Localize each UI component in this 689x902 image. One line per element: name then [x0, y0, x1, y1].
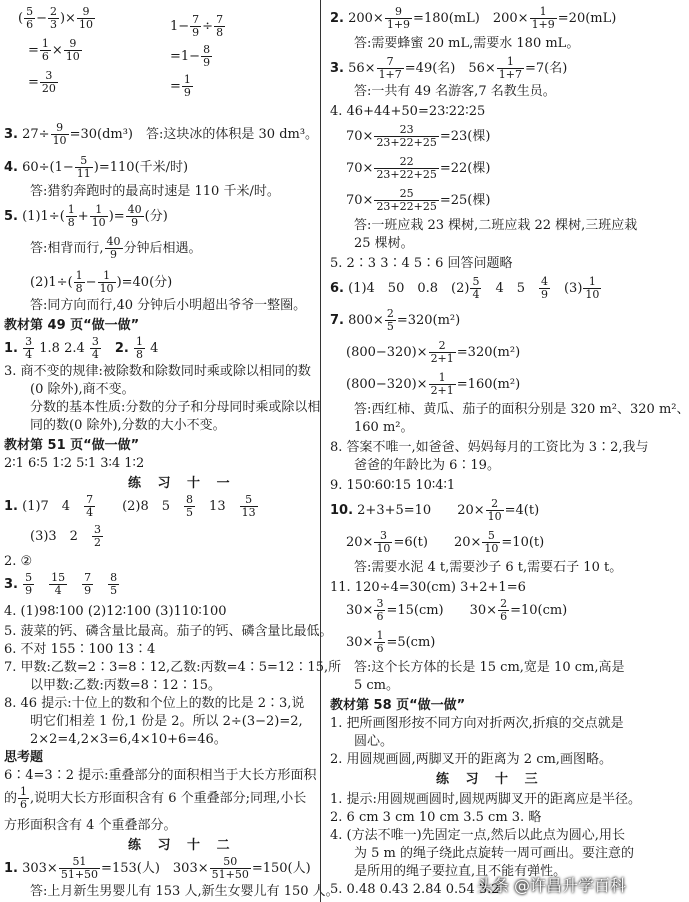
r7-line: 7. 800× $\frac{2}{5}$ =320(m²)	[330, 307, 461, 334]
e11-q8: 8. 46 提示:十位上的数和个位上的数的比是 2∶3,说	[4, 696, 305, 711]
e12-q1: 1. 303× $\frac{51}{51+50}$ =153(人) 303× $\frac{50}{51+50}$ =150(人)	[4, 855, 311, 882]
calc-line: =1− $\frac{8}{9}$	[170, 43, 211, 70]
right-column	[324, 0, 689, 902]
section-heading: 思考题	[4, 750, 44, 765]
text-line: 2. 6 cm 3 cm 10 cm 3.5 cm 3. 略	[330, 810, 542, 825]
answer-line: 160 m²。	[354, 420, 414, 435]
r7-line: (800−320)× $\frac{2}{2+1}$ =320(m²)	[346, 339, 521, 366]
r11-line: 30× $\frac{3}{6}$ =15(cm) 30× $\frac{2}{6}$ =10(cm)	[346, 597, 568, 624]
e11-q2: 2. ②	[4, 554, 33, 569]
exercise-heading: 练 习 十 三	[436, 772, 544, 787]
calc-line: ( $\frac{5}{6}$ − $\frac{2}{3}$ )× $\frac{9}{10}$	[18, 5, 93, 32]
text-line: 1. 提示:用圆规画圆时,圆规两脚叉开的距离应是半径。	[330, 792, 642, 807]
r10-line: 10. 2+3+5=10 20× $\frac{2}{10}$ =4(t)	[330, 497, 540, 524]
exercise-heading: 练 习 十 一	[128, 476, 236, 491]
q4-line: 4. 60÷(1− $\frac{5}{11}$ )=110(千米/时)	[4, 154, 189, 181]
r11-line: 11. 120÷4=30(cm) 3+2+1=6	[330, 580, 526, 595]
r5-line: 5. 2∶3 3∶4 5∶6 回答问题略	[330, 256, 513, 271]
text-line: 为 5 m 的绳子绕此点旋转一周可画出。要注意的	[354, 846, 634, 861]
calc-line: = $\frac{3}{20}$	[28, 69, 56, 96]
answer-line: 答:西红柿、黄瓜、茄子的面积分别是 320 m²、320 m²、	[354, 402, 689, 417]
answer-line: 5 cm。	[354, 678, 400, 693]
e11-q6: 6. 不对 155∶100 13∶4	[4, 642, 156, 657]
calc-line: 1− $\frac{7}{9}$ ÷ $\frac{7}{8}$	[170, 13, 224, 40]
r4-calc: 70× $\frac{25}{23+22+25}$ =25(棵)	[346, 187, 491, 214]
e11-q5: 5. 菠菜的钙、磷含量比最高。茄子的钙、磷含量比最低。	[4, 624, 333, 639]
text-line: 1. 把所画图形按不同方向对折两次,折痕的交点就是	[330, 716, 624, 731]
answer-line: 答:相背而行, $\frac{40}{9}$ 分钟后相遇。	[30, 235, 202, 262]
section-heading: 教材第 49 页“做一做”	[4, 318, 140, 333]
r10-line: 20× $\frac{3}{10}$ =6(t) 20× $\frac{5}{10}$ =10(t)	[346, 529, 545, 556]
e11-q8: 明它们相差 1 份,1 份是 2。所以 2÷(3−2)=2,	[30, 714, 303, 729]
section-heading: 教材第 58 页“做一做”	[330, 698, 466, 713]
text-line: 2. 用圆规画圆,两脚叉开的距离为 2 cm,画图略。	[330, 752, 612, 767]
r4-calc: 70× $\frac{22}{23+22+25}$ =22(棵)	[346, 155, 491, 182]
column-divider	[320, 0, 321, 902]
text-line: 4. (方法不唯一)先固定一点,然后以此点为圆心,用长	[330, 828, 625, 843]
text-line: 圆心。	[354, 734, 394, 749]
r8-line: 爸爸的年龄比为 6∶19。	[354, 458, 500, 473]
r7-line: (800−320)× $\frac{1}{2+1}$ =160(m²)	[346, 371, 521, 398]
answer-line: 答:这个长方体的长是 15 cm,宽是 10 cm,高是	[354, 660, 625, 675]
calc-line: = $\frac{1}{6}$ × $\frac{9}{10}$	[28, 37, 80, 64]
answer-line: 25 棵树。	[354, 236, 414, 251]
section-heading: 教材第 51 页“做一做”	[4, 438, 140, 453]
q3-line: 3. 27÷ $\frac{9}{10}$ =30(dm³) 答:这块冰的体积是 30 dm³。	[4, 121, 319, 148]
e11-q1: 1. (1)7 4 $\frac{7}{4}$ (2)8 5 $\frac{8}{5}$ 13 $\frac{5}{13}$	[4, 493, 256, 520]
r4-line: 4. 46+44+50=23∶22∶25	[330, 104, 486, 119]
r9-line: 9. 150∶60∶15 10∶4∶1	[330, 478, 456, 493]
text-line: 是所用的绳子要拉直,且不能有弹性。	[354, 864, 567, 879]
watermark: 头条 @许昌升学百科	[476, 876, 626, 895]
answer-line: 答:上月新生男婴儿有 153 人,新生女婴儿有 150 人。	[30, 884, 339, 899]
r6-line: 6. (1)4 50 0.8 (2) $\frac{5}{4}$ 4 5 $\frac{4}{9}$ (3) $\frac{1}{10}$	[330, 275, 600, 302]
r11-line: 30× $\frac{1}{6}$ =5(cm)	[346, 629, 436, 656]
think-line: 方形面积含有 4 个重叠部分。	[4, 818, 177, 833]
answer-line: 答:一共有 49 名游客,7 名教生员。	[354, 84, 556, 99]
answer-line: 答:一班应栽 23 棵树,二班应栽 22 棵树,三班应栽	[354, 218, 638, 233]
q5a-line: 5. (1)1÷( $\frac{1}{8}$ + $\frac{1}{10}$ )= $\frac{40}{9}$ (分)	[4, 203, 168, 230]
text-line: 3. 商不变的规律:被除数和除数同时乘或除以相同的数	[4, 364, 311, 379]
think-line: 6∶4=3∶2 提示:重叠部分的面积相当于大长方形面积	[4, 768, 317, 783]
answer-line: 答:同方向而行,40 分钟后小明超出爷爷一整圈。	[30, 298, 307, 313]
e11-q4: 4. (1)98∶100 (2)12∶100 (3)110∶100	[4, 604, 227, 619]
e11-q7: 7. 甲数:乙数=2∶3=8∶12,乙数:丙数=4∶5=12∶15,所	[4, 660, 342, 675]
e11-q1b: (3)3 2 $\frac{3}{2}$	[30, 523, 101, 550]
answer-line: 答:需要水泥 4 t,需要沙子 6 t,需要石子 10 t。	[354, 560, 623, 575]
e11-q7: 以甲数:乙数:丙数=8∶12∶15。	[30, 678, 222, 693]
r2-line: 2. 200× $\frac{9}{1+9}$ =180(mL) 200× $\frac{1}{1+9}$ =20(mL)	[330, 5, 617, 32]
r3-line: 3. 56× $\frac{7}{1+7}$ =49(名) 56× $\frac{1}{1+7}$ =7(名)	[330, 55, 568, 82]
left-column	[0, 0, 342, 902]
r8-line: 8. 答案不唯一,如爸爸、妈妈每月的工资比为 3∶2,我与	[330, 440, 649, 455]
exercise-heading: 练 习 十 二	[128, 838, 236, 853]
e11-q8: 2×2=4,2×3=6,4×10+6=46。	[30, 732, 227, 747]
e11-q3: 3. $\frac{5}{9}$ $\frac{15}{4}$ $\frac{7}{9}$ $\frac{8}{5}$	[4, 571, 118, 598]
text-line: 5. 0.48 0.43 2.84 0.54 3.2	[330, 882, 500, 897]
think-line: 的 $\frac{1}{6}$ ,说明大长方形面积含有 6 个重叠部分;同理,小长	[4, 785, 307, 812]
calc-line: = $\frac{1}{9}$	[170, 73, 191, 100]
text-line: 2∶1 6∶5 1∶2 5∶1 3∶4 1∶2	[4, 456, 145, 471]
h49-answers: 1. $\frac{3}{4}$ 1.8 2.4 $\frac{3}{4}$ 2. $\frac{1}{8}$ 4	[4, 335, 159, 362]
text-line: (0 除外),商不变。	[30, 382, 135, 397]
text-line: 同的数(0 除外),分数的大小不变。	[30, 418, 226, 433]
answer-line: 答:猎豹奔跑时的最高时速是 110 千米/时。	[30, 184, 280, 199]
text-line: 分数的基本性质:分数的分子和分母同时乘或除以相	[30, 400, 321, 415]
r4-calc: 70× $\frac{23}{23+22+25}$ =23(棵)	[346, 123, 491, 150]
q5b-line: (2)1÷( $\frac{1}{8}$ − $\frac{1}{10}$ )=40(分)	[30, 269, 173, 296]
answer-line: 答:需要蜂蜜 20 mL,需要水 180 mL。	[354, 36, 580, 51]
